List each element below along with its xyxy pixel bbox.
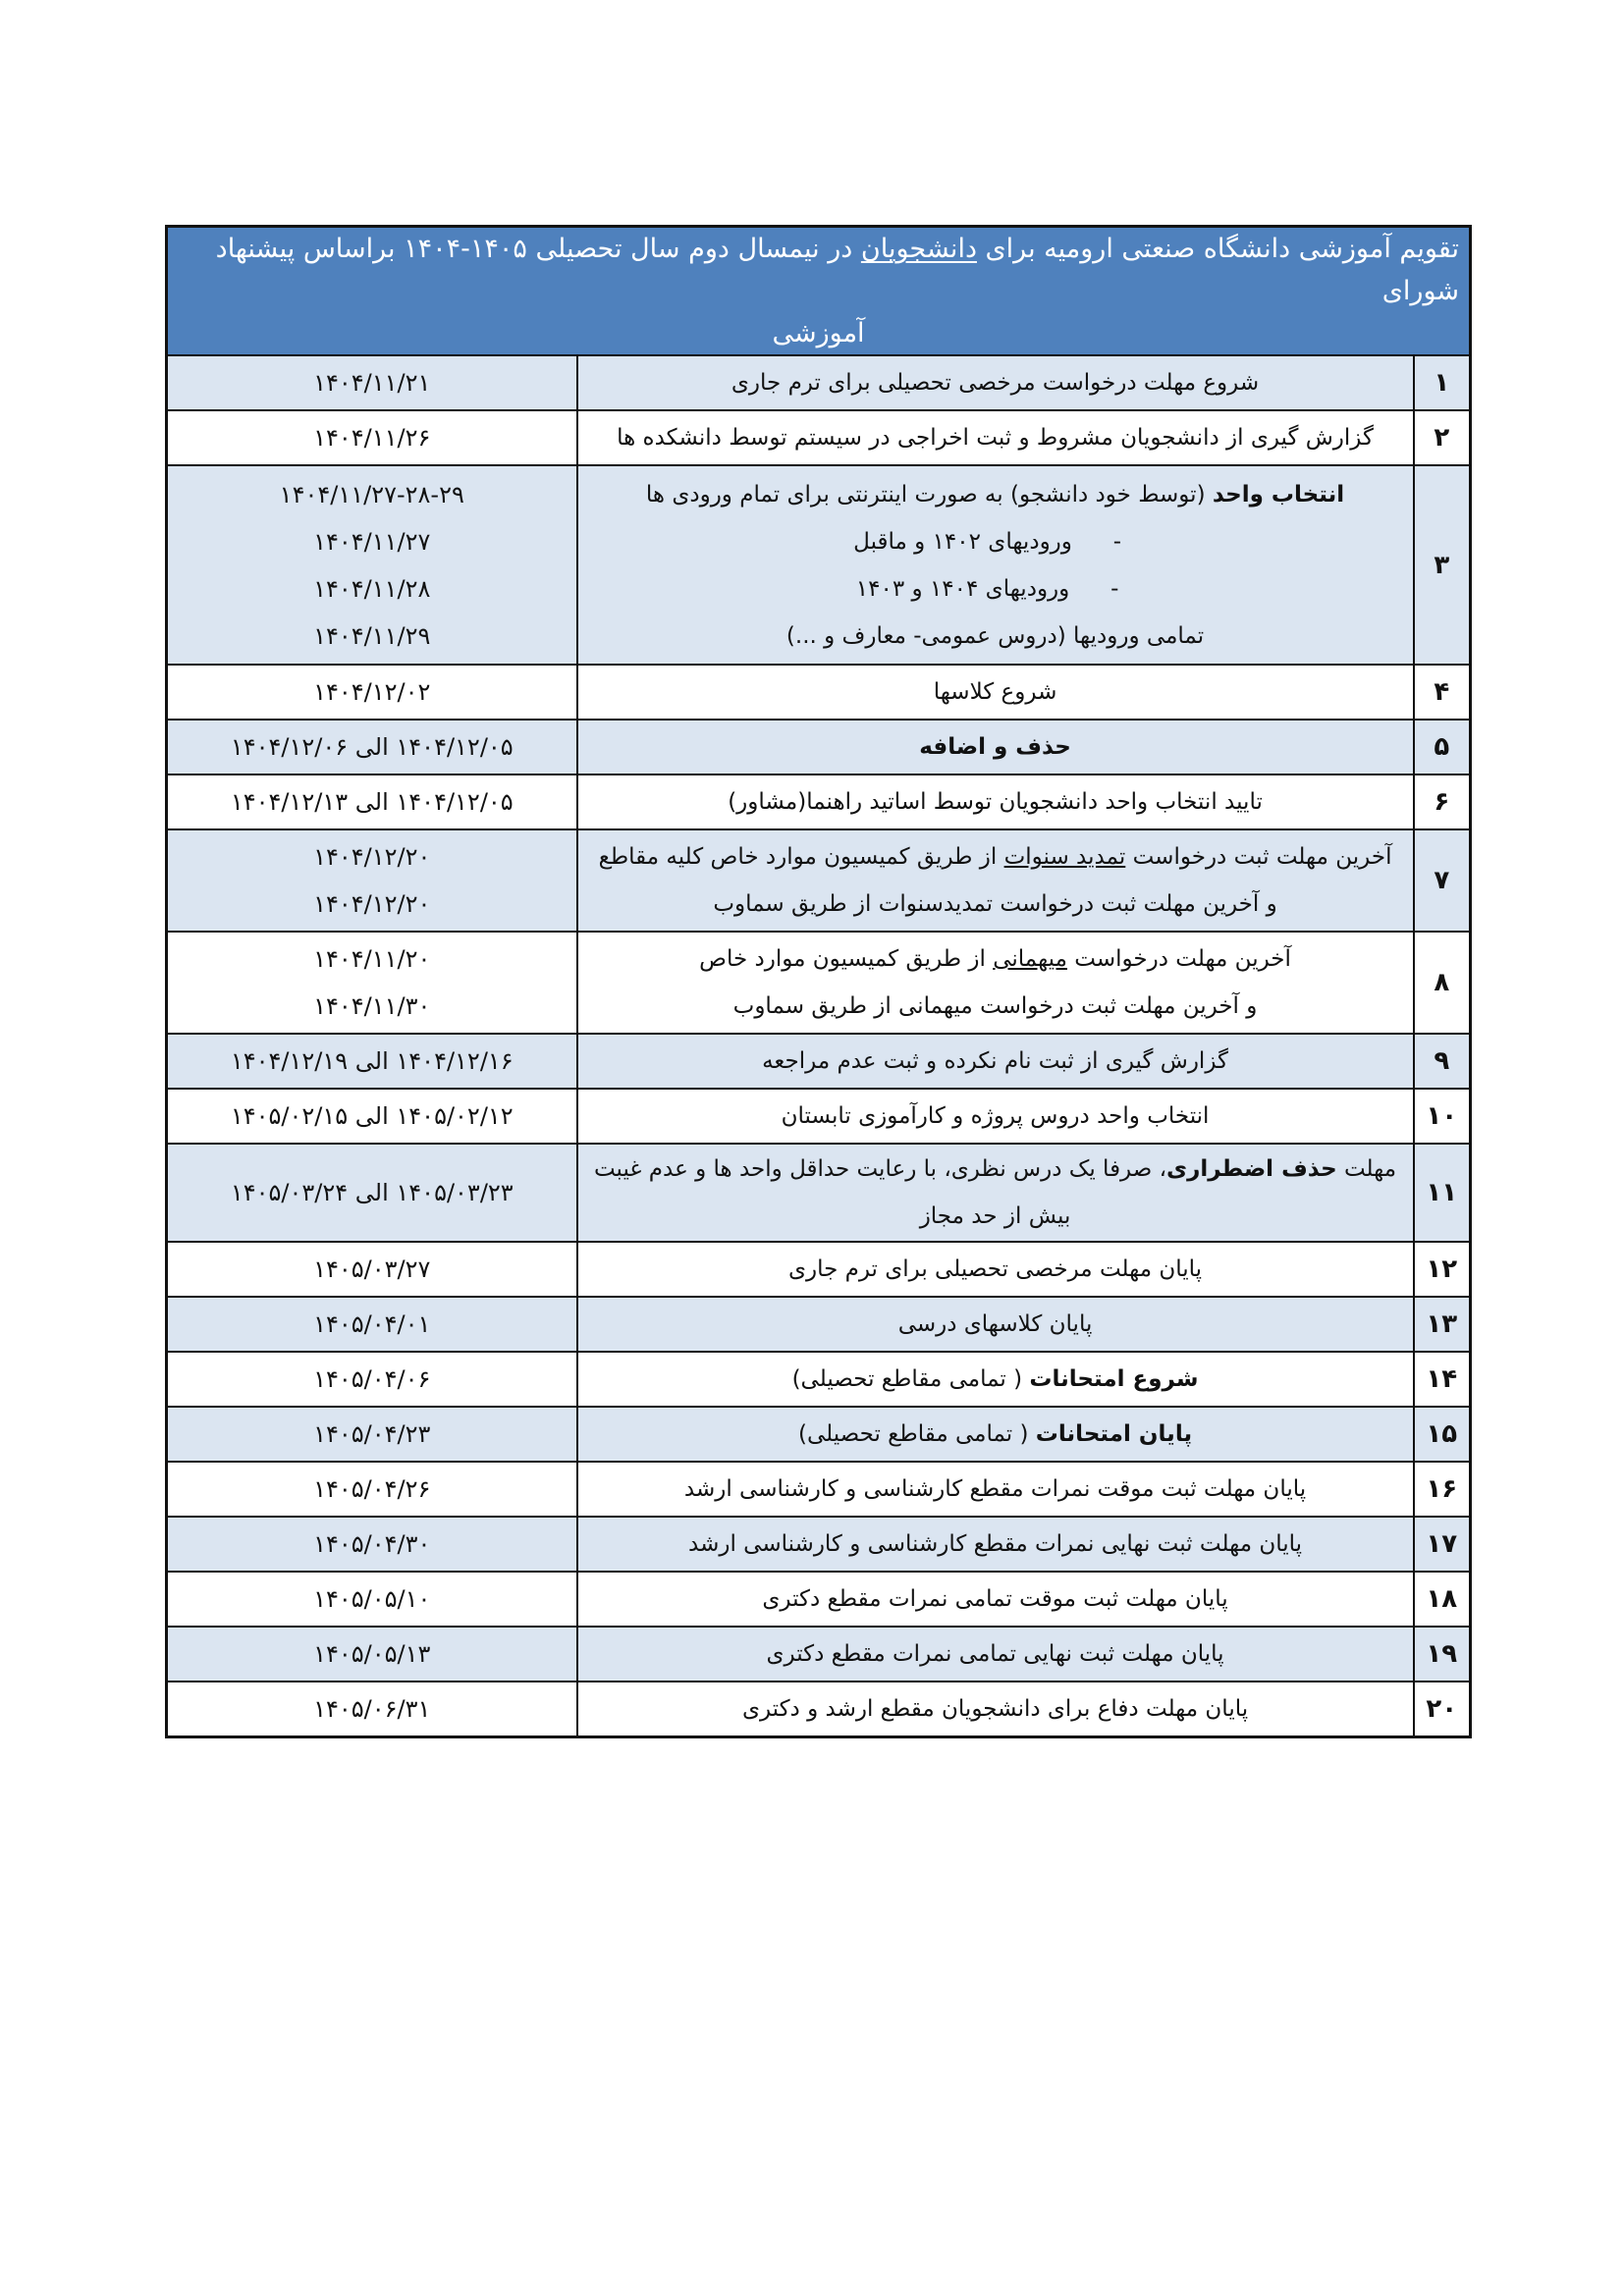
table-row [167,932,1471,1034]
row-date: ۱۴۰۴/۱۲/۱۶ الی ۱۴۰۴/۱۲/۱۹ [167,1034,577,1089]
row-date: ۱۴۰۵/۰۴/۳۰ [167,1517,577,1572]
row-number: ۱۳ [1414,1297,1471,1352]
row-number: ۱۱ [1414,1144,1471,1242]
row-number: ۱۷ [1414,1517,1471,1572]
line1-end: ، صرفا یک درس نظری، با رعایت حداقل واحد ها و عدم غیبت [593,1156,1167,1182]
row-title: پایان کلاسهای درسی [577,1297,1414,1352]
line1-start: آخرین مهلت درخواست [1066,946,1291,972]
registration-rest: (توسط خود دانشجو) به صورت اینترنتی برای تمام ورودی ها [645,481,1213,507]
row-number: ۱۲ [1414,1242,1471,1297]
row-date: ۱۴۰۵/۰۶/۳۱ [167,1682,577,1736]
row-number: ۴ [1414,665,1471,720]
table-row [167,1242,1471,1297]
row-number: ۲ [1414,410,1471,465]
table-row [167,1407,1471,1462]
row-title: حذف و اضافه [577,720,1414,774]
table-row [167,1627,1471,1682]
date-3: ۱۴۰۴/۱۱/۲۹ [313,621,431,650]
table-row [167,1572,1471,1627]
line1-start: آخرین مهلت ثبت درخواست [1125,844,1392,870]
bold-term: پایان امتحانات [1035,1421,1193,1447]
row-number: ۲۰ [1414,1682,1471,1736]
bold-term: شروع امتحانات [1029,1366,1199,1392]
row-title: پایان مهلت دفاع برای دانشجویان مقطع ارشد و دکتری [577,1682,1414,1736]
title-text-part2: در نیمسال دوم سال تحصیلی ۱۴۰۵-۱۴۰۴ براساس پیشنهاد شورای [215,234,1460,306]
row-date: ۱۴۰۴/۱۱/۲۱ [167,355,577,410]
sub-item-1: ورودیهای ۱۴۰۲ و ماقبل [853,528,1072,555]
row-title [577,932,1414,1034]
row-title [577,465,1414,665]
bullet-dash: - [1112,528,1122,555]
row-number: ۶ [1414,774,1471,829]
row-number: ۱۹ [1414,1627,1471,1682]
title-rest: ( تمامی مقاطع تحصیلی) [797,1421,1036,1447]
row-date [167,829,577,932]
row-title: تایید انتخاب واحد دانشجویان توسط اساتید راهنما(مشاور) [577,774,1414,829]
sub-item-3: تمامی ورودیها (دروس عمومی- معارف و ...) [785,622,1205,649]
line1-end: از طریق کمیسیون موارد خاص [699,946,994,972]
table-row [167,1034,1471,1089]
line2: بیش از حد مجاز [919,1203,1071,1229]
table-row [167,1089,1471,1144]
row-date [167,465,577,665]
row-title: پایان مهلت ثبت موقت تمامی نمرات مقطع دکتری [577,1572,1414,1627]
table-row [167,410,1471,465]
row-date: ۱۴۰۵/۰۳/۲۷ [167,1242,577,1297]
row-date: ۱۴۰۵/۰۴/۰۶ [167,1352,577,1407]
row-date: ۱۴۰۵/۰۴/۰۱ [167,1297,577,1352]
bold-term: حذف اضطراری [1166,1156,1337,1182]
row-title: شروع مهلت درخواست مرخصی تحصیلی برای ترم جاری [577,355,1414,410]
table-row [167,355,1471,410]
row-date: ۱۴۰۴/۱۲/۰۵ الی ۱۴۰۴/۱۲/۱۳ [167,774,577,829]
row-number: ۸ [1414,932,1471,1034]
row-title: پایان مهلت مرخصی تحصیلی برای ترم جاری [577,1242,1414,1297]
table-row [167,1352,1471,1407]
row-date [167,932,577,1034]
row-title: انتخاب واحد دروس پروژه و کارآموزی تابستان [577,1089,1414,1144]
date-main: ۱۴۰۴/۱۱/۲۷-۲۸-۲۹ [279,480,464,508]
table-row [167,665,1471,720]
title-rest: ( تمامی مقاطع تحصیلی) [791,1366,1030,1392]
row-date: ۱۴۰۵/۰۴/۲۶ [167,1462,577,1517]
bullet-dash: - [1110,575,1119,602]
line2: و آخرین مهلت ثبت درخواست تمدیدسنوات از طریق سماوب [713,891,1277,917]
row-title [577,1144,1414,1242]
row-date: ۱۴۰۵/۰۲/۱۲ الی ۱۴۰۵/۰۲/۱۵ [167,1089,577,1144]
title-text-part1: تقویم آموزشی دانشگاه صنعتی ارومیه برای [976,234,1460,264]
table-row [167,774,1471,829]
row-number: ۱۶ [1414,1462,1471,1517]
table-row [167,829,1471,932]
table-row [167,1517,1471,1572]
line1-start: مهلت [1336,1156,1397,1182]
line1-end: از طریق کمیسیون موارد خاص کلیه مقاطع [598,844,1004,870]
row-title: پایان مهلت ثبت موقت نمرات مقطع کارشناسی و کارشناسی ارشد [577,1462,1414,1517]
row-number: ۳ [1414,465,1471,665]
sub-item-2: ورودیهای ۱۴۰۴ و ۱۴۰۳ [855,575,1070,602]
registration-bold-label: انتخاب واحد [1212,481,1345,507]
row-date: ۱۴۰۴/۱۲/۰۲ [167,665,577,720]
row-title: گزارش گیری از دانشجویان مشروط و ثبت اخراجی در سیستم توسط دانشکده ها [577,410,1414,465]
title-underlined-word: دانشجویان [860,234,977,264]
table-row [167,1297,1471,1352]
table-row [167,720,1471,774]
row-number: ۹ [1414,1034,1471,1089]
line2: و آخرین مهلت ثبت درخواست میهمانی از طریق سماوب [732,993,1258,1019]
date-2: ۱۴۰۴/۱۱/۳۰ [313,992,431,1020]
underlined-term: تمدید سنوات [1003,844,1126,870]
title-line2: آموزشی [772,318,865,348]
table-title [167,227,1471,356]
date-1: ۱۴۰۴/۱۱/۲۰ [313,945,431,973]
row-title [577,1352,1414,1407]
row-date: ۱۴۰۴/۱۲/۰۵ الی ۱۴۰۴/۱۲/۰۶ [167,720,577,774]
row-title [577,829,1414,932]
row-date: ۱۴۰۵/۰۳/۲۳ الی ۱۴۰۵/۰۳/۲۴ [167,1144,577,1242]
row-number: ۱ [1414,355,1471,410]
row-title: پایان مهلت ثبت نهایی تمامی نمرات مقطع دکتری [577,1627,1414,1682]
row-date: ۱۴۰۵/۰۴/۲۳ [167,1407,577,1462]
row-date: ۱۴۰۵/۰۵/۱۰ [167,1572,577,1627]
row-date: ۱۴۰۵/۰۵/۱۳ [167,1627,577,1682]
row-title: شروع کلاسها [577,665,1414,720]
row-number: ۵ [1414,720,1471,774]
table-row [167,1462,1471,1517]
row-title [577,1407,1414,1462]
table-row [167,465,1471,665]
table-row [167,1144,1471,1242]
row-number: ۱۰ [1414,1089,1471,1144]
row-number: ۱۵ [1414,1407,1471,1462]
academic-calendar-table [165,225,1472,1738]
table-header-row [167,227,1471,356]
date-1: ۱۴۰۴/۱۱/۲۷ [313,527,431,556]
date-1: ۱۴۰۴/۱۲/۲۰ [313,843,431,871]
row-date: ۱۴۰۴/۱۱/۲۶ [167,410,577,465]
row-number: ۷ [1414,829,1471,932]
underlined-term: میهمانی [993,946,1067,972]
row-number: ۱۸ [1414,1572,1471,1627]
row-number: ۱۴ [1414,1352,1471,1407]
row-title: گزارش گیری از ثبت نام نکرده و ثبت عدم مراجعه [577,1034,1414,1089]
date-2: ۱۴۰۴/۱۱/۲۸ [313,574,431,603]
row-title: پایان مهلت ثبت نهایی نمرات مقطع کارشناسی و کارشناسی ارشد [577,1517,1414,1572]
date-2: ۱۴۰۴/۱۲/۲۰ [313,890,431,918]
table-row [167,1682,1471,1736]
